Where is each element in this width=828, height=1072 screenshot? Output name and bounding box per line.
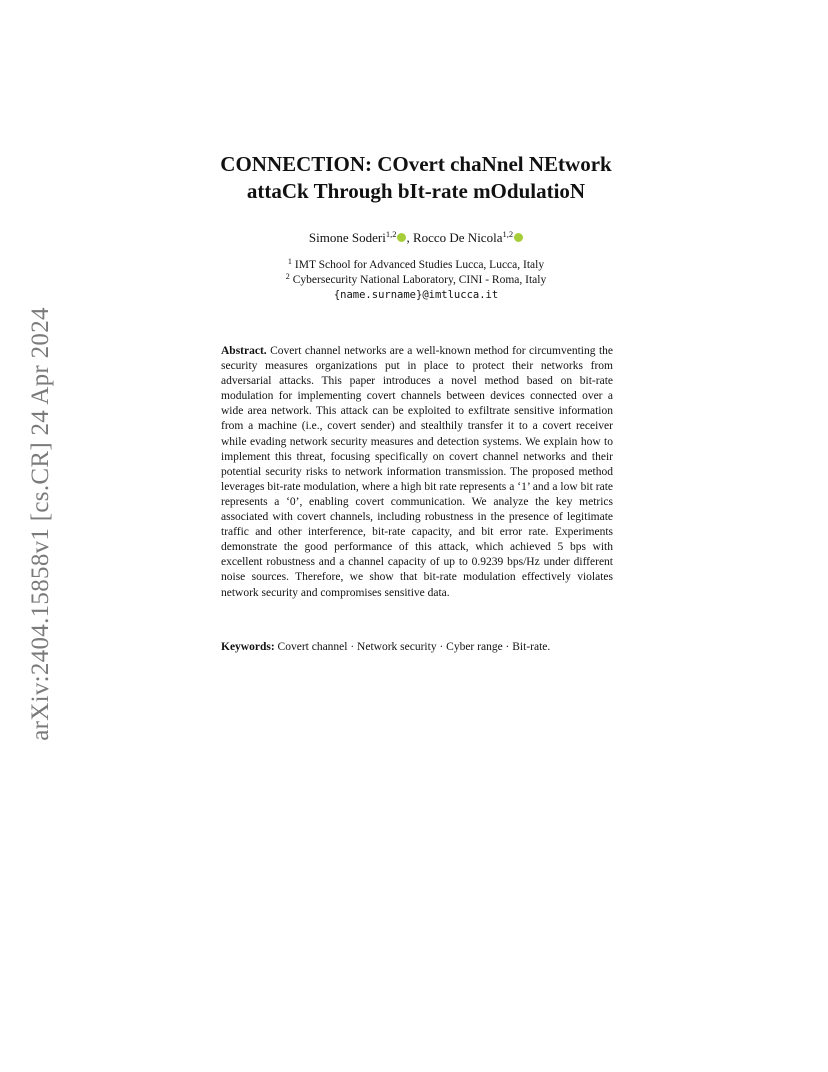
affiliation-marker-1: 1 — [287, 257, 292, 266]
keywords — [221, 640, 621, 655]
title-line-1: CONNECTION: COvert chaNnel NEtwork — [220, 152, 612, 176]
keywords-text: Covert channel · Network security · Cyber range · Bit-rate. — [277, 641, 551, 653]
arxiv-identifier-stamp: arXiv:2404.15858v1 [cs.CR] 24 Apr 2024 — [27, 307, 54, 741]
affiliations — [140, 258, 692, 303]
author-separator: , — [406, 230, 413, 245]
orcid-icon[interactable] — [514, 233, 523, 242]
paper-title — [140, 151, 692, 205]
title-line-2: attaCk Through bIt-rate mOdulatioN — [246, 179, 586, 203]
author-affil-marker-2: 1,2 — [502, 229, 514, 239]
affiliation-2 — [140, 273, 692, 288]
author-list — [140, 229, 692, 247]
author-name-2: Rocco De Nicola — [412, 230, 503, 245]
affiliation-1 — [140, 258, 692, 273]
contact-email: {name.surname}@imtlucca.it — [333, 289, 499, 301]
affiliation-text-2: Cybersecurity National Laboratory, CINI - Roma, Italy — [292, 274, 547, 286]
abstract — [221, 344, 613, 601]
abstract-label: Abstract. — [221, 345, 267, 357]
abstract-text: Covert channel networks are a well-known method for circumventing the security measures organizations put in place to protect their networks from adversarial attacks. This paper introduces a novel method based on bit-rate modulation for implementing covert channels between devices connected over a wide area network. This attack can be exploited to exfiltrate sensitive information from a machine (i.e., covert sender) and stealthily transfer it to a covert receiver while evading network security measures and detection systems. We explain how to implement this threat, focusing specifically on covert channel networks and their potential security risks to network information transmission. The proposed method leverages bit-rate modulation, where a high bit rate represents a ‘1’ and a low bit rate represents a ‘0’, enabling covert communication. We analyze the key metrics associated with covert channels, including robustness in the presence of legitimate traffic and other interference, bit-rate capacity, and bit error rate. Experiments demonstrate the good performance of this attack, which achieved 5 bps with excellent robustness and a channel capacity of up to 0.9239 bps/Hz under different noise sources. Therefore, we show that bit-rate modulation effectively violates network security and compromises sensitive data. — [221, 345, 613, 599]
keywords-label: Keywords: — [221, 641, 275, 653]
affiliation-text-1: IMT School for Advanced Studies Lucca, Lucca, Italy — [294, 259, 545, 271]
author-name-1: Simone Soderi — [308, 230, 386, 245]
author-affil-marker-1: 1,2 — [385, 229, 397, 239]
affiliation-marker-2: 2 — [285, 272, 290, 281]
